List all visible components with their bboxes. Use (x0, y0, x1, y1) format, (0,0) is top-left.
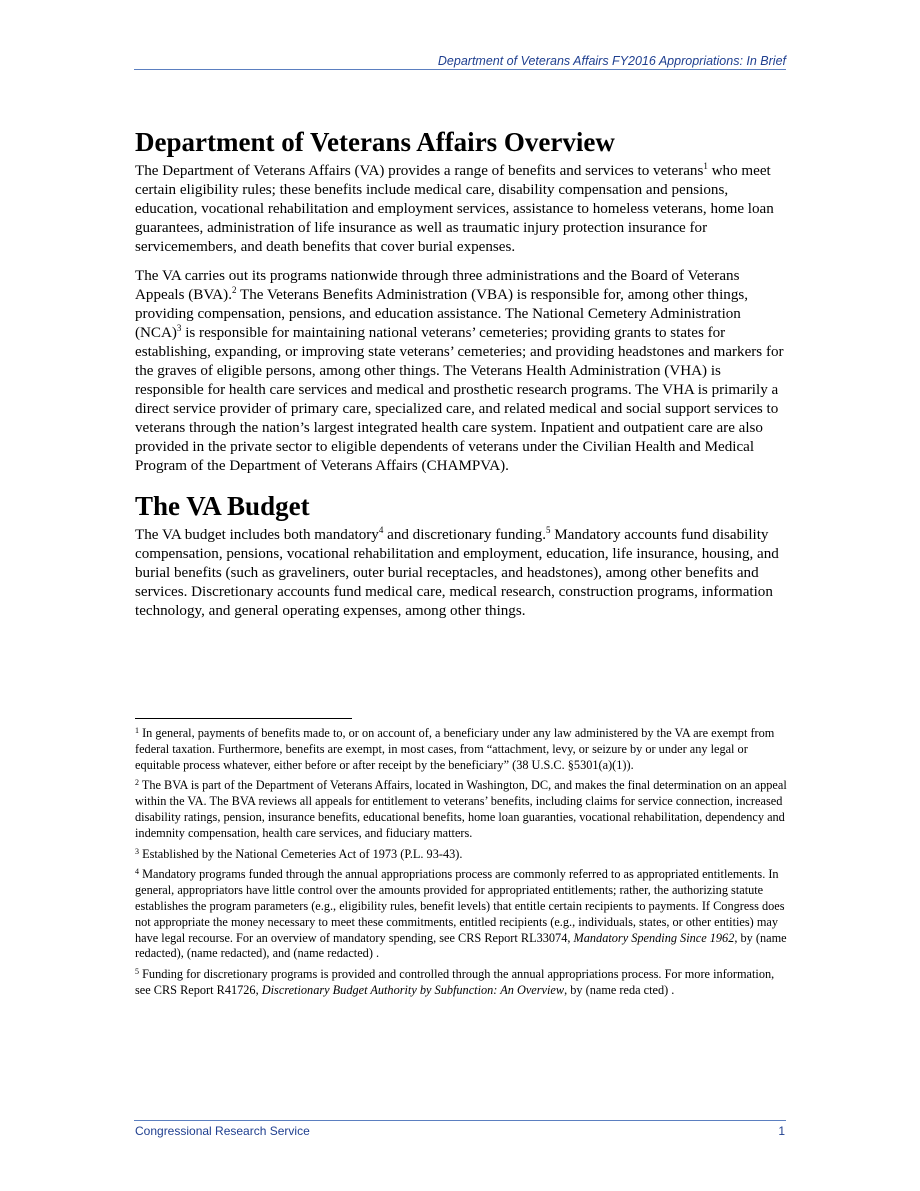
footer-rule (134, 1120, 786, 1121)
footnote-ref-5[interactable]: 5 (545, 525, 551, 535)
overview-paragraph-2: The VA carries out its programs nationwide through three administrations and the Board of Veterans Appeals (BVA).$^2$ The Veterans Benefits Administration (VBA) is responsible for, among other things, providing compensation, pensions, and education assistance. The National Cemetery Administration (NCA)$^3$ is responsible for maintaining national veterans’ cemeteries; providing grants to states for establishing, expanding, or improving state veterans’ cemeteries; and providing headstones and markers for the graves of eligible persons, among other things. The Veterans Health Administration (VHA) is responsible for health care services and medical and prosthetic research programs. The VHA is primarily a direct service provider of primary care, specialized care, and related medical and social support services to veterans through the nation’s largest integrated health care system. Inpatient and outpatient care are also provided in the private sector to eligible dependents of veterans under the Civilian Health and Medical Program of the Department of Veterans Affairs (CHAMPVA). (135, 268, 784, 474)
page-number: 1 (778, 1124, 785, 1138)
overview-paragraph-1: The Department of Veterans Affairs (VA) provides a range of benefits and services to veterans$^1$ who meet certain eligibility rules; these benefits include medical care, disability compensation and pensions, education, vocational rehabilitation and employment services, assistance to homeless veterans, home loan guarantees, administration of life insurance as well as traumatic injury protection insurance for servicemembers, and death benefits that cover burial expenses. (135, 161, 774, 255)
footnotes (135, 726, 787, 1004)
budget-paragraph-1: The VA budget includes both mandatory$^4$ and discretionary funding.$^5$ Mandatory accounts fund disability compensation, pensions, vocational rehabilitation and employment, education, life insurance, housing, and burial benefits (such as graveliners, outer burial receptacles, and headstones), among other benefits and services. Discretionary accounts fund medical care, medical research, construction programs, information technology, and general operating expenses, among other things. (135, 525, 779, 619)
footer-publisher: Congressional Research Service (135, 1124, 310, 1138)
footnote-2: $^2$ The BVA is part of the Department of Veterans Affairs, located in Washington, DC, and makes the final determination on an appeal within the VA. The BVA reviews all appeals for entitlement to veterans’ benefits, including claims for service connection, increased disability ratings, pension, insurance benefits, educational benefits, home loan guaranties, vocational rehabilitation, dependency and indemnity compensation, health care services, and fiduciary matters. (135, 778, 787, 840)
document-body (135, 126, 787, 631)
footnote-ref-1[interactable]: 1 (703, 161, 708, 171)
header-rule (134, 69, 786, 70)
footnote-ref-3[interactable]: 3 (176, 323, 182, 333)
footnote-ref-4[interactable]: 4 (378, 525, 384, 535)
footnote-ref-2[interactable]: 2 (231, 285, 237, 295)
section-heading-va-budget: The VA Budget (135, 491, 310, 521)
footnote-separator (135, 718, 352, 719)
footnote-4: $^4$ Mandatory programs funded through the annual appropriations process are commonly referred to as appropriated entitlements. In general, appropriators have little control over the amounts provided for appropriated entitlements; rather, the authorizing statute establishes the program parameters (e.g., eligibility rules, benefit levels) that entitle certain recipients to payments. If Congress does not appropriate the money necessary to meet these commitments, entitled recipients (e.g., individuals, states, or other entities) may have legal recourse. For an overview of mandatory spending, see CRS Report RL33074, Mandatory Spending Since 1962, by (name redacted), (name redacted), and (name redacted) . (135, 867, 787, 961)
footnote-3: $^3$ Established by the National Cemeteries Act of 1973 (P.L. 93-43). (135, 846, 463, 861)
footnote-5: $^5$ Funding for discretionary programs is provided and controlled through the annual appropriations process. For more information, see CRS Report R41726, Discretionary Budget Authority by Subfunction: An Overview, by (name reda cted) . (135, 967, 775, 997)
report-title-link[interactable]: Discretionary Budget Authority by Subfunction: An Overview (261, 982, 565, 997)
report-title-link[interactable]: Mandatory Spending Since 1962 (573, 930, 735, 945)
section-heading-overview: Department of Veterans Affairs Overview (135, 127, 615, 157)
running-header: Department of Veterans Affairs FY2016 Appropriations: In Brief (437, 54, 786, 68)
footnote-1: $^1$ In general, payments of benefits made to, or on account of, a beneficiary under any law administered by the VA are exempt from federal taxation. Furthermore, benefits are exempt, in most cases, from “attachment, levy, or seizure by or under any legal or equitable process whatever, either before or after receipt by the beneficiary” (38 U.S.C. §5301(a)(1)). (135, 726, 775, 772)
